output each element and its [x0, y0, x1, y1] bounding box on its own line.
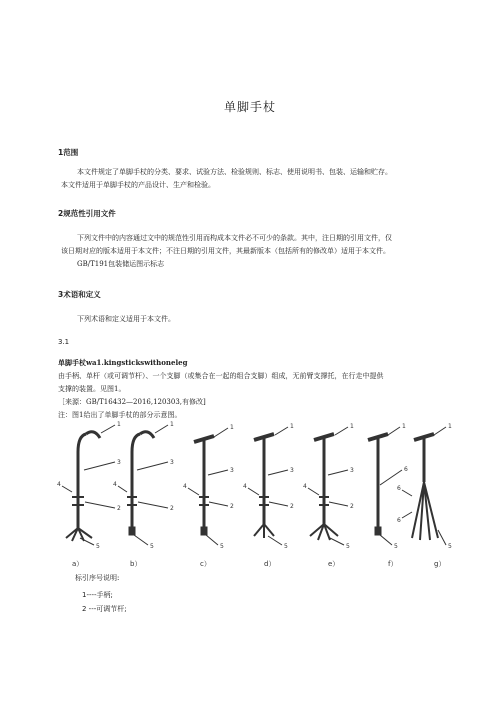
sublabel-e: e） — [328, 560, 340, 568]
cane-g — [402, 427, 446, 545]
callout-f-6: 6 — [404, 466, 408, 473]
sublabel-a: a） — [72, 560, 84, 568]
legend-heading: 标引序号说明: — [75, 574, 120, 582]
callout-a-3: 3 — [117, 459, 121, 466]
section-1-text-1: 本文件规定了单脚手杖的分类、要求、试验方法、检验规则、标志、使用说明书、包装、运输和贮存。 — [77, 168, 392, 176]
callout-g-6b: 6 — [397, 517, 401, 524]
callout-b-3: 3 — [170, 459, 174, 466]
cane-e — [308, 427, 348, 545]
callout-e-1: 1 — [350, 423, 354, 430]
section-1-heading: 1范围 — [58, 148, 79, 157]
cane-d — [248, 427, 288, 545]
cane-b — [118, 425, 168, 545]
callout-g-1: 1 — [448, 423, 452, 430]
term-source: ［来源：GB/T16432—2016,120303,有修改] — [58, 398, 206, 406]
section-2-text-1: 下列文件中的内容通过文中的规范性引用而构成本文件必不可少的条款。其中，注日期的引用文件，仅 — [77, 234, 392, 242]
section-3-text: 下列术语和定义适用于本文件。 — [77, 315, 175, 323]
section-1-text-2: 本文件适用于单脚手杖的产品设计、生产和检验。 — [61, 181, 215, 189]
figure-note: 注：图1给出了单脚手杖的部分示意图。 — [58, 411, 182, 419]
callout-a-2: 2 — [117, 505, 121, 512]
callout-e-5: 5 — [346, 543, 350, 550]
callout-c-2: 2 — [230, 503, 234, 510]
sublabel-c: c） — [200, 560, 211, 568]
term-definition-2: 支撑的装置。见图1。 — [58, 385, 126, 393]
callout-e-2: 2 — [350, 503, 354, 510]
sublabel-f: f） — [388, 560, 398, 568]
callout-f-1: 1 — [402, 423, 406, 430]
section-2-heading: 2规范性引用文件 — [58, 209, 116, 218]
callout-g-5: 5 — [448, 543, 452, 550]
callout-d-2: 2 — [290, 503, 294, 510]
sublabel-d: d） — [264, 560, 276, 568]
callout-c-4: 4 — [183, 483, 187, 490]
callout-d-4: 4 — [243, 483, 247, 490]
callout-b-5: 5 — [150, 543, 154, 550]
cane-figure — [0, 418, 500, 573]
cane-c — [188, 428, 228, 545]
term-name: 单脚手杖wa1.kingstickswithoneleg — [58, 358, 188, 367]
callout-g-6: 6 — [397, 485, 401, 492]
callout-c-3: 3 — [230, 467, 234, 474]
callout-b-4: 4 — [113, 481, 117, 488]
cane-a — [62, 425, 115, 545]
callout-b-2: 2 — [170, 505, 174, 512]
section-3-heading: 3术语和定义 — [58, 290, 101, 299]
callout-d-5: 5 — [284, 543, 288, 550]
section-2-text-2: 该日期对应的版本适用于本文件；不注日期的引用文件，其最新版本（包括所有的修改单）适用于本文件。 — [61, 247, 390, 255]
callout-d-3: 3 — [290, 467, 294, 474]
callout-b-1: 1 — [170, 421, 174, 428]
callout-a-5: 5 — [96, 543, 100, 550]
legend-item-2: 2 ---可调节杆; — [82, 605, 127, 613]
page-title: 单脚手杖 — [223, 100, 276, 114]
callout-e-4: 4 — [303, 483, 307, 490]
callout-e-3: 3 — [350, 467, 354, 474]
callout-c-1: 1 — [230, 424, 234, 431]
sublabel-g: g） — [434, 560, 446, 568]
clause-number: 3.1 — [58, 338, 70, 346]
term-definition-1: 由手柄、单杆（或可调节杆）、一个支脚（或集合在一起的组合支脚）组成，无前臂支撑托，在行走中提供 — [58, 372, 384, 380]
callout-f-5: 5 — [394, 543, 398, 550]
section-2-reference: GB/T191包装储运图示标志 — [77, 260, 165, 268]
callout-a-1: 1 — [117, 421, 121, 428]
callout-c-5: 5 — [220, 543, 224, 550]
callout-a-4: 4 — [57, 481, 61, 488]
sublabel-b: b） — [130, 560, 142, 568]
callout-d-1: 1 — [290, 423, 294, 430]
legend-item-1: 1----手柄; — [82, 591, 113, 599]
